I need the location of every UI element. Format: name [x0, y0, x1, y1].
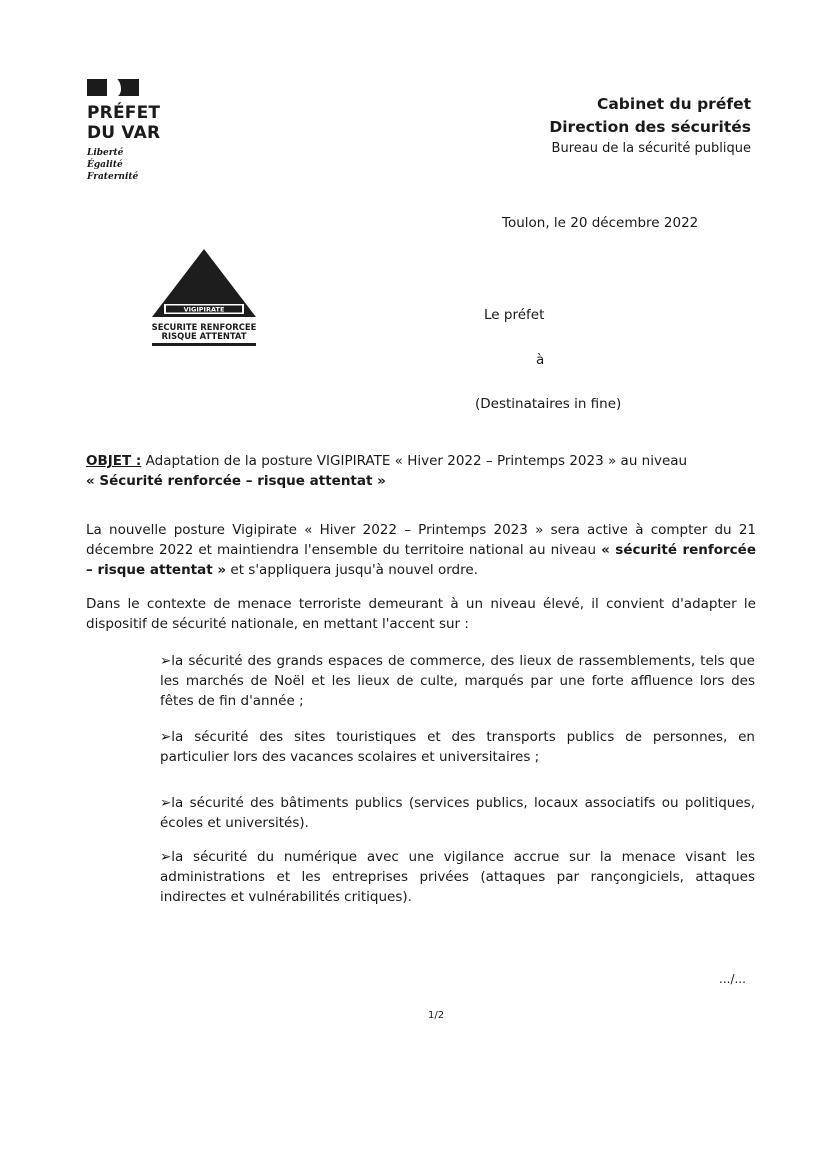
vigipirate-underline	[152, 343, 256, 346]
vigipirate-badge-text: VIGIPIRATE	[183, 305, 225, 314]
paragraph-1-start: La nouvelle posture Vigipirate « Hiver 2022 – Printemps 2023 » sera active à compter du 21 décembre 2022 et maintiendra l'ensemble du territoire national au niveau	[86, 522, 756, 558]
bullet-item: ➢la sécurité des sites touristiques et des transports publics de personnes, en particulier lors des vacances scolaires et universitaires ;	[160, 729, 755, 765]
continuation-mark: .../...	[719, 972, 746, 986]
paragraph-2: Dans le contexte de menace terroriste demeurant à un niveau élevé, il convient d'adapter le dispositif de sécurité nationale, en mettant l'accent sur :	[86, 596, 756, 632]
devise-egalite: Égalité	[87, 160, 123, 170]
vigipirate-logo	[148, 247, 260, 350]
vigipirate-level-line2: RISQUE ATTENTAT	[161, 331, 247, 341]
page-number: 1/2	[428, 1010, 445, 1021]
to-word: à	[536, 352, 545, 368]
paragraph-1-bold: « sécurité renforcée – risque attentat »	[86, 542, 756, 578]
bullet-item: ➢la sécurité des grands espaces de commerce, des lieux de rassemblements, tels que les marchés de Noël et les lieux de culte, marqués par une forte affluence lors des fêtes de fin d'année ;	[160, 653, 755, 709]
devise	[87, 147, 207, 183]
bureau-title: Bureau de la sécurité publique	[551, 141, 751, 156]
prefet-title-line2: DU VAR	[87, 123, 161, 143]
bullet-item: ➢la sécurité des bâtiments publics (services publics, locaux associatifs ou politiques, écoles et universités).	[160, 795, 755, 831]
subject-text: Adaptation de la posture VIGIPIRATE « Hiver 2022 – Printemps 2023 » au niveau	[145, 453, 688, 469]
devise-liberte: Liberté	[87, 148, 124, 158]
recipients: (Destinataires in fine)	[475, 396, 622, 412]
vigipirate-level-line1: SECURITE RENFORCEE	[151, 322, 257, 332]
paragraph-1	[86, 520, 756, 580]
prefet-title-line1: PRÉFET	[87, 103, 161, 123]
letter-date: Toulon, le 20 décembre 2022	[502, 215, 699, 231]
issuing-office	[549, 93, 751, 159]
paragraph-1-end: et s'appliquera jusqu'à nouvel ordre.	[226, 562, 478, 578]
devise-fraternite: Fraternité	[87, 172, 139, 182]
bullet-item: ➢la sécurité du numérique avec une vigilance accrue sur la menace visant les administrations et les entreprises privées (attaques par rançongiciels, attaques indirectes et vulnérabilités critiques).	[160, 849, 755, 905]
cabinet-title: Cabinet du préfet	[596, 95, 751, 113]
sender: Le préfet	[484, 307, 545, 323]
marianne-icon	[87, 77, 139, 97]
subject-label: OBJET :	[86, 453, 142, 469]
subject	[86, 451, 751, 491]
prefecture-logo	[87, 77, 207, 183]
direction-title: Direction des sécurités	[549, 118, 751, 136]
subject-level: « Sécurité renforcée – risque attentat »	[86, 473, 386, 489]
